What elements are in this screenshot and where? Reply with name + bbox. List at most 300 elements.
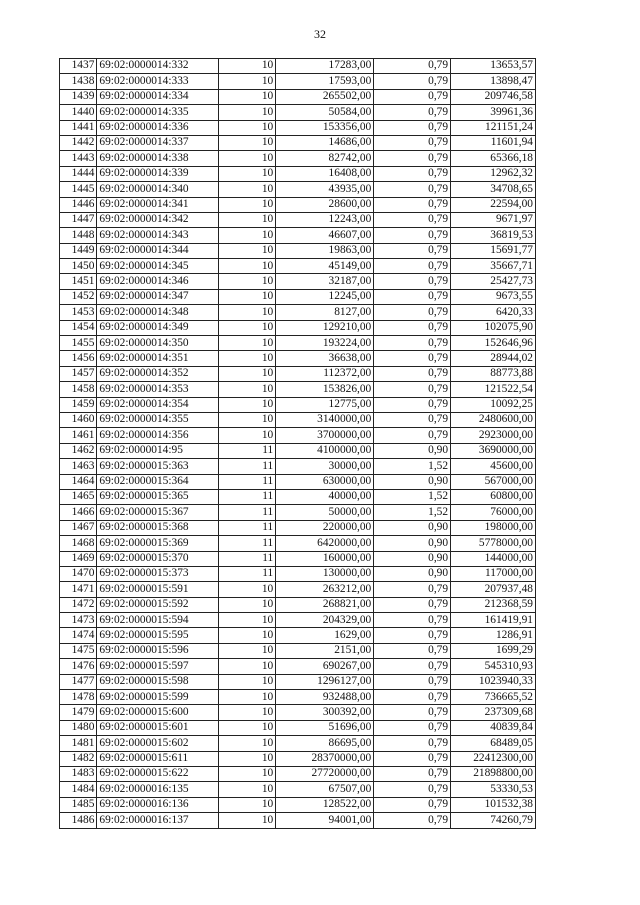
row-number-cell: 1471	[60, 582, 97, 597]
value-cell: 30000,00	[276, 459, 374, 474]
group-cell: 10	[218, 151, 276, 166]
group-cell: 11	[218, 459, 276, 474]
table-row	[60, 628, 536, 643]
row-number-cell: 1458	[60, 382, 97, 397]
group-cell: 10	[218, 320, 276, 335]
table-row	[60, 643, 536, 658]
coefficient-cell: 0,90	[374, 536, 451, 551]
cadastral-number-cell: 69:02:0000014:346	[97, 274, 218, 289]
group-cell: 10	[218, 243, 276, 258]
table-row	[60, 397, 536, 412]
coefficient-cell: 0,90	[374, 551, 451, 566]
table-row	[60, 166, 536, 181]
result-cell: 15691,77	[451, 243, 536, 258]
coefficient-cell: 0,79	[374, 228, 451, 243]
table-row	[60, 536, 536, 551]
result-cell: 40839,84	[451, 720, 536, 735]
result-cell: 152646,96	[451, 336, 536, 351]
result-cell: 207937,48	[451, 582, 536, 597]
cadastral-number-cell: 69:02:0000014:345	[97, 259, 218, 274]
coefficient-cell: 1,52	[374, 459, 451, 474]
row-number-cell: 1437	[60, 59, 97, 74]
table-row	[60, 489, 536, 504]
cadastral-number-cell: 69:02:0000015:611	[97, 751, 218, 766]
coefficient-cell: 0,79	[374, 766, 451, 781]
result-cell: 567000,00	[451, 474, 536, 489]
coefficient-cell: 0,79	[374, 674, 451, 689]
row-number-cell: 1441	[60, 120, 97, 135]
row-number-cell: 1467	[60, 520, 97, 535]
cadastral-number-cell: 69:02:0000016:135	[97, 782, 218, 797]
cadastral-number-cell: 69:02:0000014:354	[97, 397, 218, 412]
value-cell: 51696,00	[276, 720, 374, 735]
row-number-cell: 1479	[60, 705, 97, 720]
table-row	[60, 412, 536, 427]
table-row	[60, 197, 536, 212]
coefficient-cell: 0,79	[374, 643, 451, 658]
row-number-cell: 1475	[60, 643, 97, 658]
group-cell: 10	[218, 782, 276, 797]
table-row	[60, 351, 536, 366]
value-cell: 3140000,00	[276, 412, 374, 427]
row-number-cell: 1469	[60, 551, 97, 566]
group-cell: 10	[218, 690, 276, 705]
group-cell: 10	[218, 366, 276, 381]
coefficient-cell: 0,79	[374, 120, 451, 135]
cadastral-number-cell: 69:02:0000015:592	[97, 597, 218, 612]
table-row	[60, 474, 536, 489]
value-cell: 630000,00	[276, 474, 374, 489]
cadastral-number-cell: 69:02:0000015:373	[97, 566, 218, 581]
result-cell: 28944,02	[451, 351, 536, 366]
row-number-cell: 1466	[60, 505, 97, 520]
row-number-cell: 1454	[60, 320, 97, 335]
group-cell: 10	[218, 659, 276, 674]
coefficient-cell: 0,79	[374, 659, 451, 674]
row-number-cell: 1463	[60, 459, 97, 474]
value-cell: 160000,00	[276, 551, 374, 566]
coefficient-cell: 0,79	[374, 751, 451, 766]
result-cell: 21898800,00	[451, 766, 536, 781]
cadastral-number-cell: 69:02:0000015:594	[97, 613, 218, 628]
coefficient-cell: 0,90	[374, 520, 451, 535]
value-cell: 1296127,00	[276, 674, 374, 689]
value-cell: 28370000,00	[276, 751, 374, 766]
row-number-cell: 1462	[60, 443, 97, 458]
result-cell: 1286,91	[451, 628, 536, 643]
coefficient-cell: 0,79	[374, 736, 451, 751]
coefficient-cell: 0,79	[374, 597, 451, 612]
value-cell: 220000,00	[276, 520, 374, 535]
table-row	[60, 74, 536, 89]
group-cell: 10	[218, 412, 276, 427]
row-number-cell: 1439	[60, 89, 97, 104]
coefficient-cell: 0,79	[374, 243, 451, 258]
result-cell: 10092,25	[451, 397, 536, 412]
value-cell: 40000,00	[276, 489, 374, 504]
result-cell: 545310,93	[451, 659, 536, 674]
table-row	[60, 212, 536, 227]
row-number-cell: 1464	[60, 474, 97, 489]
group-cell: 10	[218, 705, 276, 720]
row-number-cell: 1451	[60, 274, 97, 289]
result-cell: 76000,00	[451, 505, 536, 520]
cadastral-number-cell: 69:02:0000014:355	[97, 412, 218, 427]
cadastral-number-cell: 69:02:0000014:348	[97, 305, 218, 320]
cadastral-number-cell: 69:02:0000014:339	[97, 166, 218, 181]
result-cell: 35667,71	[451, 259, 536, 274]
cadastral-number-cell: 69:02:0000015:622	[97, 766, 218, 781]
table-row	[60, 751, 536, 766]
coefficient-cell: 0,79	[374, 428, 451, 443]
result-cell: 11601,94	[451, 135, 536, 150]
table-row	[60, 551, 536, 566]
table-row	[60, 443, 536, 458]
value-cell: 265502,00	[276, 89, 374, 104]
table-row	[60, 135, 536, 150]
group-cell: 10	[218, 751, 276, 766]
result-cell: 212368,59	[451, 597, 536, 612]
table-row	[60, 797, 536, 812]
group-cell: 10	[218, 628, 276, 643]
value-cell: 153826,00	[276, 382, 374, 397]
coefficient-cell: 0,79	[374, 135, 451, 150]
row-number-cell: 1486	[60, 813, 97, 828]
table-row	[60, 736, 536, 751]
group-cell: 10	[218, 813, 276, 828]
cadastral-number-cell: 69:02:0000014:347	[97, 289, 218, 304]
coefficient-cell: 0,79	[374, 305, 451, 320]
result-cell: 39961,36	[451, 105, 536, 120]
value-cell: 27720000,00	[276, 766, 374, 781]
table-row	[60, 674, 536, 689]
table-row	[60, 659, 536, 674]
coefficient-cell: 1,52	[374, 489, 451, 504]
coefficient-cell: 0,79	[374, 613, 451, 628]
table-row	[60, 582, 536, 597]
row-number-cell: 1457	[60, 366, 97, 381]
value-cell: 32187,00	[276, 274, 374, 289]
result-cell: 9671,97	[451, 212, 536, 227]
result-cell: 209746,58	[451, 89, 536, 104]
cadastral-number-cell: 69:02:0000014:340	[97, 182, 218, 197]
group-cell: 10	[218, 74, 276, 89]
value-cell: 268821,00	[276, 597, 374, 612]
table-body	[60, 59, 536, 829]
table-row	[60, 105, 536, 120]
cadastral-number-cell: 69:02:0000016:136	[97, 797, 218, 812]
row-number-cell: 1473	[60, 613, 97, 628]
value-cell: 50000,00	[276, 505, 374, 520]
table-row	[60, 459, 536, 474]
coefficient-cell: 0,79	[374, 182, 451, 197]
cadastral-number-cell: 69:02:0000014:332	[97, 59, 218, 74]
cadastral-number-cell: 69:02:0000015:363	[97, 459, 218, 474]
result-cell: 198000,00	[451, 520, 536, 535]
group-cell: 10	[218, 89, 276, 104]
group-cell: 11	[218, 474, 276, 489]
result-cell: 144000,00	[451, 551, 536, 566]
table-row	[60, 305, 536, 320]
coefficient-cell: 0,79	[374, 366, 451, 381]
cadastral-number-cell: 69:02:0000015:597	[97, 659, 218, 674]
result-cell: 65366,18	[451, 151, 536, 166]
row-number-cell: 1481	[60, 736, 97, 751]
result-cell: 74260,79	[451, 813, 536, 828]
page-number: 32	[314, 27, 326, 41]
row-number-cell: 1468	[60, 536, 97, 551]
result-cell: 13898,47	[451, 74, 536, 89]
cadastral-number-cell: 69:02:0000015:595	[97, 628, 218, 643]
row-number-cell: 1446	[60, 197, 97, 212]
result-cell: 161419,91	[451, 613, 536, 628]
result-cell: 121151,24	[451, 120, 536, 135]
row-number-cell: 1465	[60, 489, 97, 504]
group-cell: 10	[218, 674, 276, 689]
row-number-cell: 1482	[60, 751, 97, 766]
coefficient-cell: 0,79	[374, 212, 451, 227]
cadastral-number-cell: 69:02:0000015:596	[97, 643, 218, 658]
group-cell: 10	[218, 274, 276, 289]
coefficient-cell: 0,79	[374, 690, 451, 705]
group-cell: 10	[218, 428, 276, 443]
row-number-cell: 1442	[60, 135, 97, 150]
table-row	[60, 382, 536, 397]
row-number-cell: 1484	[60, 782, 97, 797]
value-cell: 28600,00	[276, 197, 374, 212]
table-row	[60, 366, 536, 381]
group-cell: 10	[218, 135, 276, 150]
row-number-cell: 1455	[60, 336, 97, 351]
group-cell: 10	[218, 59, 276, 74]
group-cell: 10	[218, 105, 276, 120]
cadastral-number-cell: 69:02:0000015:367	[97, 505, 218, 520]
group-cell: 10	[218, 613, 276, 628]
row-number-cell: 1485	[60, 797, 97, 812]
coefficient-cell: 1,52	[374, 505, 451, 520]
coefficient-cell: 0,79	[374, 259, 451, 274]
table-row	[60, 566, 536, 581]
group-cell: 10	[218, 289, 276, 304]
result-cell: 53330,53	[451, 782, 536, 797]
row-number-cell: 1453	[60, 305, 97, 320]
cadastral-number-cell: 69:02:0000014:356	[97, 428, 218, 443]
table-row	[60, 320, 536, 335]
value-cell: 50584,00	[276, 105, 374, 120]
group-cell: 10	[218, 736, 276, 751]
result-cell: 34708,65	[451, 182, 536, 197]
table-row	[60, 259, 536, 274]
cadastral-number-cell: 69:02:0000014:349	[97, 320, 218, 335]
row-number-cell: 1448	[60, 228, 97, 243]
cadastral-number-cell: 69:02:0000014:350	[97, 336, 218, 351]
cadastral-number-cell: 69:02:0000015:601	[97, 720, 218, 735]
coefficient-cell: 0,79	[374, 351, 451, 366]
result-cell: 88773,88	[451, 366, 536, 381]
table-row	[60, 597, 536, 612]
group-cell: 10	[218, 212, 276, 227]
result-cell: 13653,57	[451, 59, 536, 74]
coefficient-cell: 0,79	[374, 628, 451, 643]
row-number-cell: 1449	[60, 243, 97, 258]
value-cell: 153356,00	[276, 120, 374, 135]
row-number-cell: 1472	[60, 597, 97, 612]
row-number-cell: 1443	[60, 151, 97, 166]
row-number-cell: 1440	[60, 105, 97, 120]
result-cell: 60800,00	[451, 489, 536, 504]
value-cell: 690267,00	[276, 659, 374, 674]
group-cell: 11	[218, 520, 276, 535]
value-cell: 46607,00	[276, 228, 374, 243]
result-cell: 22594,00	[451, 197, 536, 212]
group-cell: 10	[218, 597, 276, 612]
table-row	[60, 705, 536, 720]
table-row	[60, 428, 536, 443]
cadastral-number-cell: 69:02:0000015:369	[97, 536, 218, 551]
result-cell: 2480600,00	[451, 412, 536, 427]
coefficient-cell: 0,79	[374, 397, 451, 412]
result-cell: 6420,33	[451, 305, 536, 320]
value-cell: 112372,00	[276, 366, 374, 381]
result-cell: 101532,38	[451, 797, 536, 812]
result-cell: 68489,05	[451, 736, 536, 751]
coefficient-cell: 0,79	[374, 412, 451, 427]
coefficient-cell: 0,79	[374, 197, 451, 212]
cadastral-number-cell: 69:02:0000014:341	[97, 197, 218, 212]
group-cell: 10	[218, 166, 276, 181]
result-cell: 12962,32	[451, 166, 536, 181]
row-number-cell: 1480	[60, 720, 97, 735]
row-number-cell: 1483	[60, 766, 97, 781]
table-row	[60, 720, 536, 735]
row-number-cell: 1474	[60, 628, 97, 643]
group-cell: 10	[218, 120, 276, 135]
row-number-cell: 1447	[60, 212, 97, 227]
value-cell: 36638,00	[276, 351, 374, 366]
cadastral-number-cell: 69:02:0000015:370	[97, 551, 218, 566]
cadastral-number-cell: 69:02:0000014:338	[97, 151, 218, 166]
value-cell: 12243,00	[276, 212, 374, 227]
table-row	[60, 274, 536, 289]
value-cell: 3700000,00	[276, 428, 374, 443]
value-cell: 17593,00	[276, 74, 374, 89]
coefficient-cell: 0,90	[374, 443, 451, 458]
row-number-cell: 1478	[60, 690, 97, 705]
group-cell: 10	[218, 228, 276, 243]
table-row	[60, 520, 536, 535]
coefficient-cell: 0,79	[374, 320, 451, 335]
value-cell: 263212,00	[276, 582, 374, 597]
cadastral-number-cell: 69:02:0000014:335	[97, 105, 218, 120]
cadastral-number-cell: 69:02:0000014:353	[97, 382, 218, 397]
table-row	[60, 182, 536, 197]
value-cell: 204329,00	[276, 613, 374, 628]
row-number-cell: 1470	[60, 566, 97, 581]
row-number-cell: 1477	[60, 674, 97, 689]
group-cell: 10	[218, 305, 276, 320]
coefficient-cell: 0,79	[374, 166, 451, 181]
cadastral-number-cell: 69:02:0000014:333	[97, 74, 218, 89]
value-cell: 1629,00	[276, 628, 374, 643]
group-cell: 10	[218, 351, 276, 366]
table-row	[60, 289, 536, 304]
row-number-cell: 1438	[60, 74, 97, 89]
cadastral-number-cell: 69:02:0000015:591	[97, 582, 218, 597]
group-cell: 10	[218, 643, 276, 658]
table-row	[60, 505, 536, 520]
result-cell: 736665,52	[451, 690, 536, 705]
cadastral-number-cell: 69:02:0000015:602	[97, 736, 218, 751]
result-cell: 22412300,00	[451, 751, 536, 766]
group-cell: 10	[218, 259, 276, 274]
coefficient-cell: 0,90	[374, 474, 451, 489]
result-cell: 237309,68	[451, 705, 536, 720]
coefficient-cell: 0,79	[374, 336, 451, 351]
coefficient-cell: 0,79	[374, 582, 451, 597]
row-number-cell: 1450	[60, 259, 97, 274]
result-cell: 1699,29	[451, 643, 536, 658]
value-cell: 12245,00	[276, 289, 374, 304]
coefficient-cell: 0,79	[374, 274, 451, 289]
cadastral-number-cell: 69:02:0000015:598	[97, 674, 218, 689]
row-number-cell: 1456	[60, 351, 97, 366]
value-cell: 12775,00	[276, 397, 374, 412]
cadastral-number-cell: 69:02:0000015:364	[97, 474, 218, 489]
value-cell: 128522,00	[276, 797, 374, 812]
result-cell: 36819,53	[451, 228, 536, 243]
result-cell: 25427,73	[451, 274, 536, 289]
result-cell: 45600,00	[451, 459, 536, 474]
value-cell: 16408,00	[276, 166, 374, 181]
coefficient-cell: 0,79	[374, 105, 451, 120]
group-cell: 10	[218, 336, 276, 351]
group-cell: 10	[218, 766, 276, 781]
table-row	[60, 120, 536, 135]
cadastral-number-cell: 69:02:0000014:337	[97, 135, 218, 150]
coefficient-cell: 0,79	[374, 74, 451, 89]
coefficient-cell: 0,79	[374, 151, 451, 166]
coefficient-cell: 0,79	[374, 59, 451, 74]
cadastral-number-cell: 69:02:0000014:344	[97, 243, 218, 258]
row-number-cell: 1460	[60, 412, 97, 427]
group-cell: 10	[218, 197, 276, 212]
value-cell: 932488,00	[276, 690, 374, 705]
value-cell: 67507,00	[276, 782, 374, 797]
group-cell: 11	[218, 505, 276, 520]
result-cell: 9673,55	[451, 289, 536, 304]
value-cell: 129210,00	[276, 320, 374, 335]
value-cell: 6420000,00	[276, 536, 374, 551]
cadastral-number-cell: 69:02:0000014:351	[97, 351, 218, 366]
group-cell: 11	[218, 443, 276, 458]
group-cell: 10	[218, 382, 276, 397]
coefficient-cell: 0,79	[374, 89, 451, 104]
cadastral-number-cell: 69:02:0000014:343	[97, 228, 218, 243]
value-cell: 130000,00	[276, 566, 374, 581]
value-cell: 8127,00	[276, 305, 374, 320]
coefficient-cell: 0,79	[374, 782, 451, 797]
value-cell: 82742,00	[276, 151, 374, 166]
group-cell: 11	[218, 536, 276, 551]
row-number-cell: 1459	[60, 397, 97, 412]
coefficient-cell: 0,79	[374, 289, 451, 304]
result-cell: 117000,00	[451, 566, 536, 581]
cadastral-number-cell: 69:02:0000014:352	[97, 366, 218, 381]
value-cell: 86695,00	[276, 736, 374, 751]
row-number-cell: 1444	[60, 166, 97, 181]
group-cell: 10	[218, 397, 276, 412]
table-row	[60, 243, 536, 258]
